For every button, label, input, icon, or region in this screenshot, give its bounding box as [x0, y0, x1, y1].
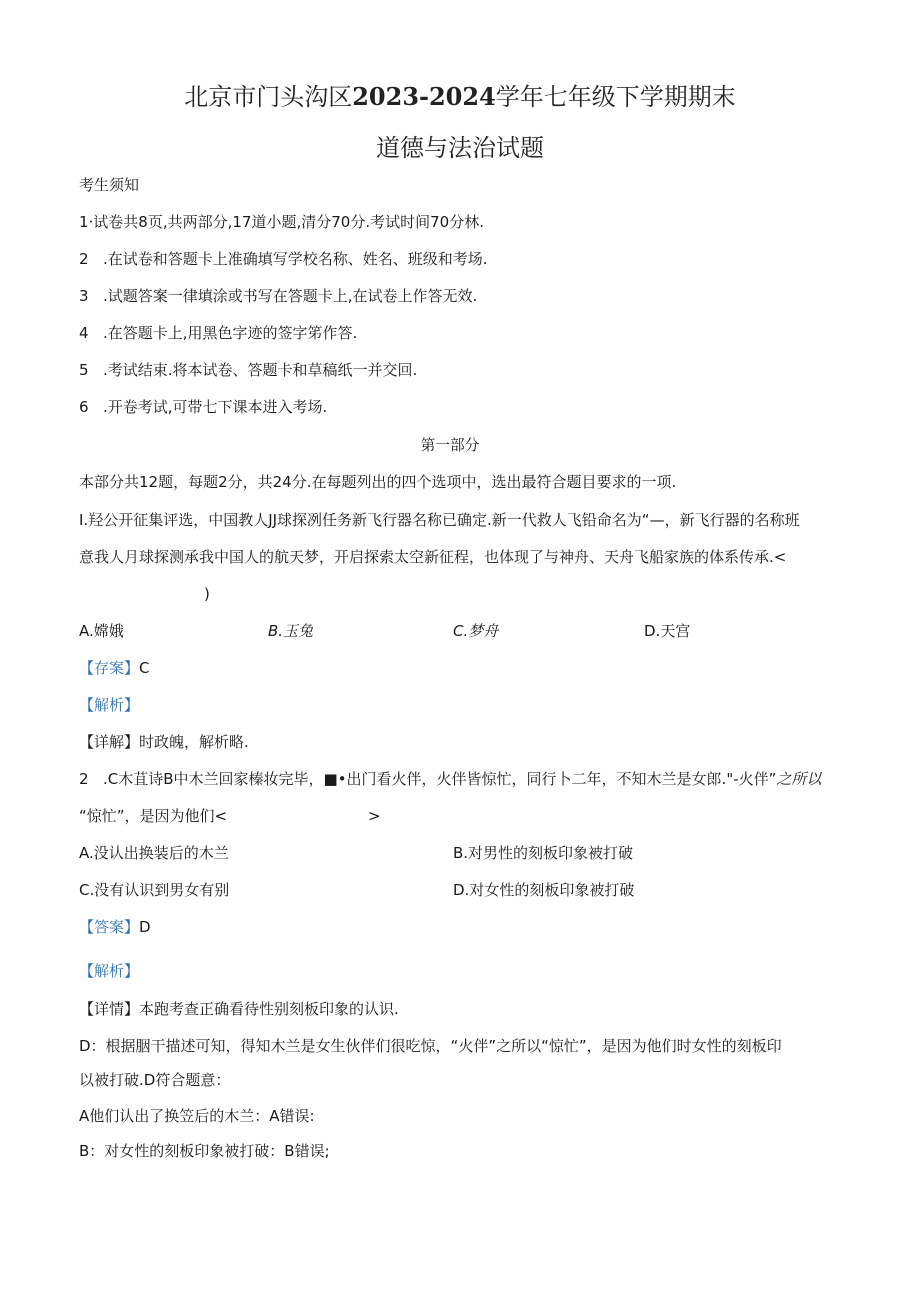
q1-option-b: B.玉兔: [268, 622, 314, 640]
part-heading: 第一部分: [420, 436, 480, 454]
q2-stem-text: .C木苴诗B中木兰回家榛妆完毕，■•出门看火伴，火伴皆惊忙，同行卜二年，不知木兰是女郎."-火伴”: [103, 770, 777, 788]
q1-answer: [79, 658, 150, 678]
notice-item-number: 2: [79, 250, 89, 268]
answer-value: D: [139, 918, 151, 936]
detail-text: 本跑考查正确看待性别刻板印象的认识.: [139, 1000, 399, 1018]
notice-item-text: .在答题卡上,用黑色字迹的签字笫作答.: [103, 324, 358, 342]
q2-option-b: B.对男性的刻板印象被打破: [453, 844, 634, 862]
notice-item-number: 4: [79, 324, 89, 342]
q2-option-c: C.没有认识到男女有别: [79, 881, 230, 899]
q1-detail: [79, 732, 249, 752]
q2-option-d: D.对女性的刻板印象被打破: [453, 881, 635, 899]
q1-option-a: A.嫦娥: [79, 622, 124, 640]
question-number: 2: [79, 770, 89, 788]
q2-detail: [79, 999, 399, 1019]
answer-value: C: [139, 659, 150, 677]
title-suffix: 学年七年级下学期期末: [495, 83, 736, 111]
answer-tag: 【答案】: [79, 918, 140, 936]
q1-stem-line-1: I.羟公开征集评选，中国教人JJ球探冽任务新飞行器名称已确定.新一代救人飞铅命名为“—，新飞行器的名称班: [79, 511, 800, 529]
detail-tag: 【详解】: [79, 733, 140, 751]
answer-tag: 【存案】: [79, 659, 140, 677]
q2-stem-bracket-close: >: [368, 807, 381, 825]
notice-item-3: [79, 286, 477, 306]
notice-item-6: [79, 397, 327, 417]
q2-analysis-d-line-1: D：根据胭干描述可知，得知木兰是女生伙伴们很吃惊，“火伴”之所以“惊忙”，是因为他们时女性的刻板印: [79, 1037, 782, 1055]
page-title: [0, 77, 920, 112]
notice-item-2: [79, 249, 488, 269]
notice-item-number: 3: [79, 287, 89, 305]
title-prefix: 北京市门头沟区: [184, 83, 353, 111]
q1-option-c: C.梦舟: [453, 622, 499, 640]
q2-stem-line-2: [79, 806, 227, 826]
notice-item-number: 6: [79, 398, 89, 416]
q2-stem-italic: 之所以: [776, 770, 822, 788]
notice-item-1: [79, 212, 484, 232]
analysis-tag: 【解析】: [79, 696, 140, 714]
title-years: 2023-2024: [352, 82, 496, 111]
notice-item-text: 1·试卷共8页,共两部分,17道小题,清分70分.考试时间70分林.: [79, 213, 484, 231]
notice-item-text: .在试卷和答题卡上准确填写学校名称、姓名、班级和考场.: [103, 250, 488, 268]
q1-option-d: D.天宫: [644, 622, 691, 640]
q2-analysis-b: B：对女性的刻板印象被打破：B错误;: [79, 1142, 330, 1160]
q2-analysis: [79, 961, 139, 981]
notice-item-4: [79, 323, 357, 343]
notice-item-5: [79, 360, 417, 380]
notice-item-number: 5: [79, 361, 89, 379]
notice-item-text: .开卷考试,可带七下课本进入考场.: [103, 398, 328, 416]
notice-heading: 考生须知: [79, 176, 140, 194]
q1-stem-line-3: ): [204, 585, 210, 603]
q2-answer: [79, 917, 151, 937]
q2-analysis-a: A他们认出了换笠后的木兰：A错误:: [79, 1107, 315, 1125]
q2-stem-text: “惊忙”，是因为他们<: [79, 807, 228, 825]
analysis-tag: 【解析】: [79, 962, 140, 980]
detail-text: 时政魄，解析略.: [139, 733, 249, 751]
part-intro: 本部分共12题，每题2分，共24分.在每题列出的四个选项中，选出最符合题目要求的一项.: [79, 473, 677, 491]
q2-analysis-d-line-2: 以被打破.D符合题意：: [79, 1071, 231, 1089]
detail-tag: 【详情】: [79, 1000, 140, 1018]
page-subtitle: 道德与法治试题: [376, 134, 544, 162]
q1-analysis: [79, 695, 139, 715]
q2-stem-line-1: [79, 769, 821, 789]
q2-option-a: A.没认出换装后的木兰: [79, 844, 229, 862]
q1-stem-line-2: 意我人月球探测承我中国人的航天梦，开启探索太空新征程，也体现了与神舟、天舟飞船家族的体系传承.<: [79, 548, 787, 566]
notice-item-text: .考试结束.将本试卷、答题卡和草稿纸一并交回.: [103, 361, 418, 379]
notice-item-text: .试题答案一律填涂或书写在答题卡上,在试卷上作答无效.: [103, 287, 478, 305]
